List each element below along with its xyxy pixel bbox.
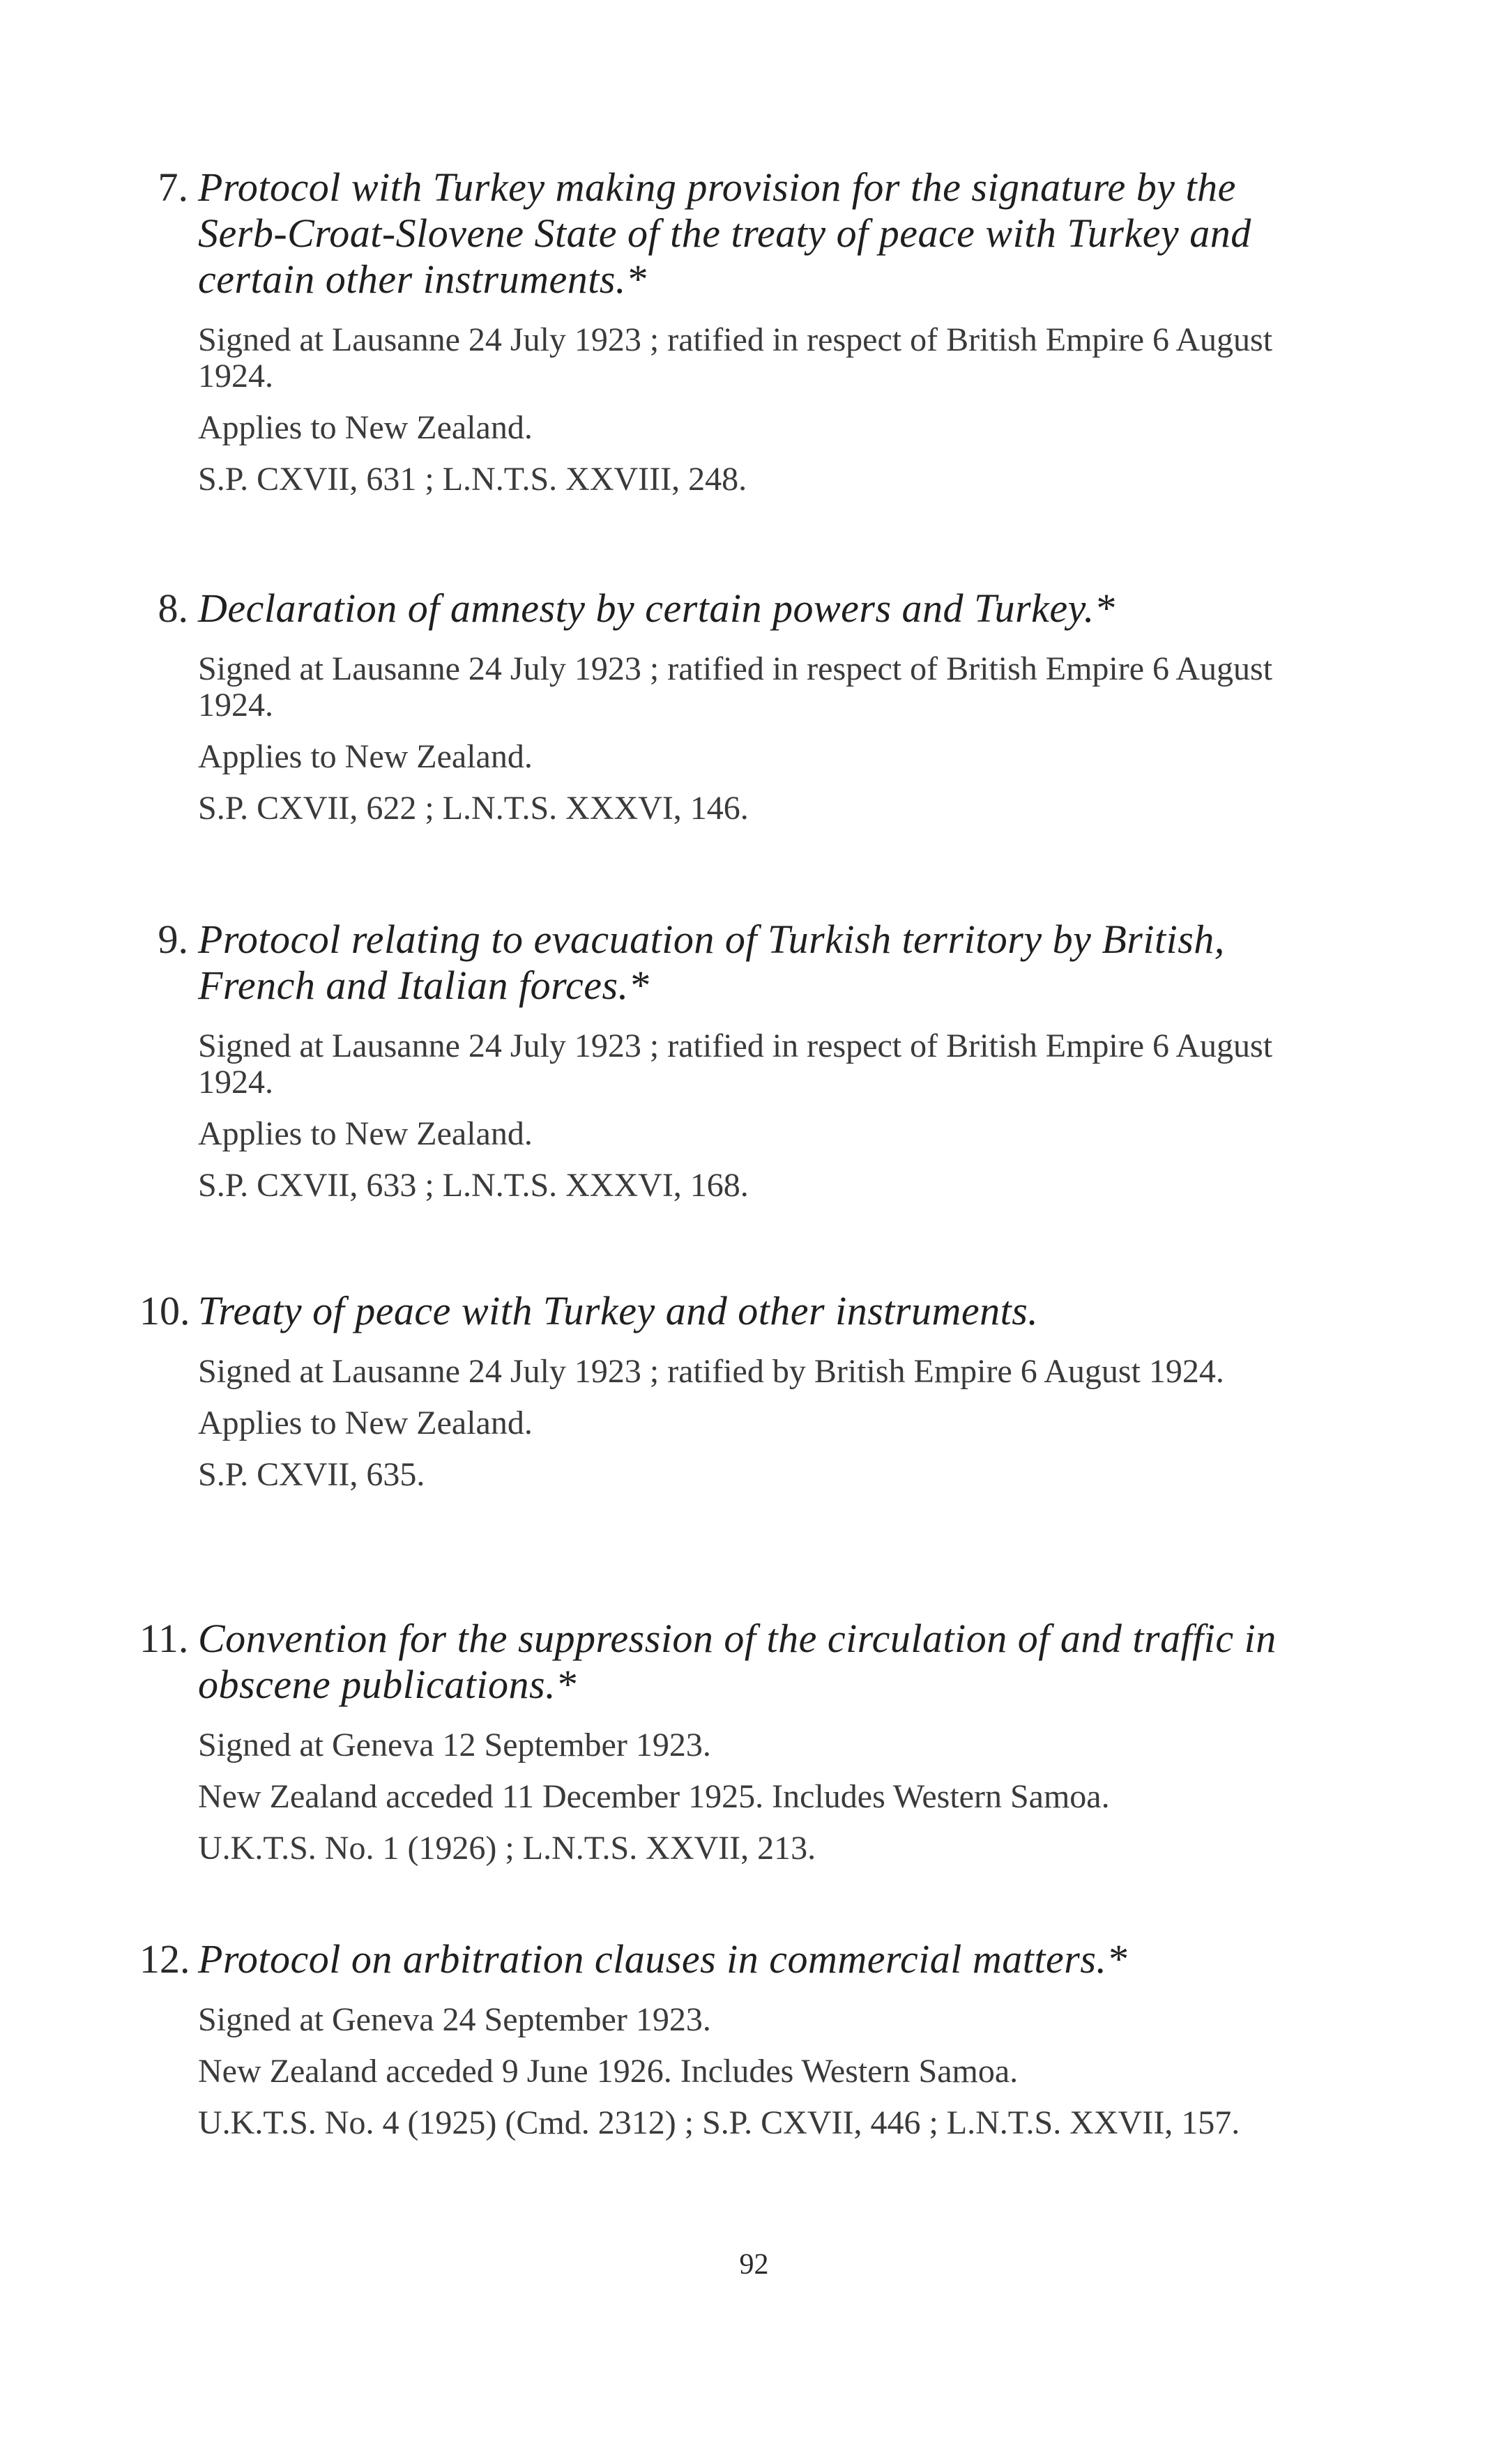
- entry-number: 12.: [139, 1936, 190, 1982]
- entry-reference: S.P. CXVII, 631 ; L.N.T.S. XXVIII, 248.: [198, 461, 747, 498]
- entry-body: [188, 1727, 1325, 1867]
- entry-title: Protocol with Turkey making provision for the signature by the Serb-Croat-Slovene State of the treaty of peace with Turkey and certain other instruments.*: [198, 164, 1251, 302]
- entry-number: 9.: [158, 917, 188, 962]
- entry-applies: Applies to New Zealand.: [198, 1405, 533, 1441]
- entry-body: [188, 2002, 1325, 2141]
- entry-title: Declaration of amnesty by certain powers and Turkey.*: [198, 586, 1115, 631]
- entry-title: Convention for the suppression of the circulation of and traffic in obscene publications.*: [198, 1616, 1277, 1707]
- entry-applies: Applies to New Zealand.: [198, 1115, 533, 1152]
- treaty-entry-7: [139, 164, 1325, 513]
- entry-title: Protocol on arbitration clauses in commercial matters.*: [198, 1936, 1127, 1982]
- entry-applies: New Zealand acceded 11 December 1925. Includes Western Samoa.: [198, 1778, 1110, 1815]
- treaty-entry-9: [139, 917, 1325, 1219]
- entry-applies: Applies to New Zealand.: [198, 738, 533, 775]
- entry-title: Treaty of peace with Turkey and other instruments.: [198, 1288, 1039, 1333]
- entry-reference: S.P. CXVII, 635.: [198, 1456, 425, 1493]
- entry-number: 11.: [139, 1616, 189, 1661]
- treaty-entry-12: [139, 1936, 1325, 2157]
- entry-signed: Signed at Lausanne 24 July 1923 ; ratified in respect of British Empire 6 August 1924.: [198, 1027, 1273, 1101]
- entry-signed: Signed at Lausanne 24 July 1923 ; ratified in respect of British Empire 6 August 1924.: [198, 321, 1273, 395]
- page-number: 92: [739, 2249, 769, 2281]
- entry-reference: U.K.T.S. No. 4 (1925) (Cmd. 2312) ; S.P. CXVII, 446 ; L.N.T.S. XXVII, 157.: [198, 2104, 1240, 2141]
- entry-reference: S.P. CXVII, 633 ; L.N.T.S. XXXVI, 168.: [198, 1167, 749, 1204]
- entry-reference: U.K.T.S. No. 1 (1926) ; L.N.T.S. XXVII, 213.: [198, 1830, 816, 1867]
- treaty-entry-11: [139, 1616, 1325, 1882]
- entry-number: 8.: [158, 586, 188, 631]
- treaty-entry-10: [139, 1288, 1325, 1508]
- treaty-entry-8: [139, 586, 1325, 842]
- entry-signed: Signed at Lausanne 24 July 1923 ; ratified by British Empire 6 August 1924.: [198, 1353, 1224, 1390]
- entry-signed: Signed at Geneva 12 September 1923.: [198, 1727, 711, 1763]
- entry-applies: New Zealand acceded 9 June 1926. Includes Western Samoa.: [198, 2053, 1019, 2090]
- entry-signed: Signed at Geneva 24 September 1923.: [198, 2001, 711, 2038]
- entry-number: 10.: [139, 1288, 190, 1333]
- entry-signed: Signed at Lausanne 24 July 1923 ; ratified in respect of British Empire 6 August 1924.: [198, 650, 1273, 724]
- entry-title: Protocol relating to evacuation of Turkish territory by British, French and Italian forces.*: [198, 917, 1225, 1008]
- entry-applies: Applies to New Zealand.: [198, 409, 533, 446]
- entry-body: [188, 1354, 1325, 1493]
- entry-body: [188, 651, 1325, 827]
- entry-reference: S.P. CXVII, 622 ; L.N.T.S. XXXVI, 146.: [198, 790, 749, 827]
- entry-number: 7.: [158, 164, 188, 210]
- entry-body: [188, 322, 1325, 498]
- entry-body: [188, 1028, 1325, 1204]
